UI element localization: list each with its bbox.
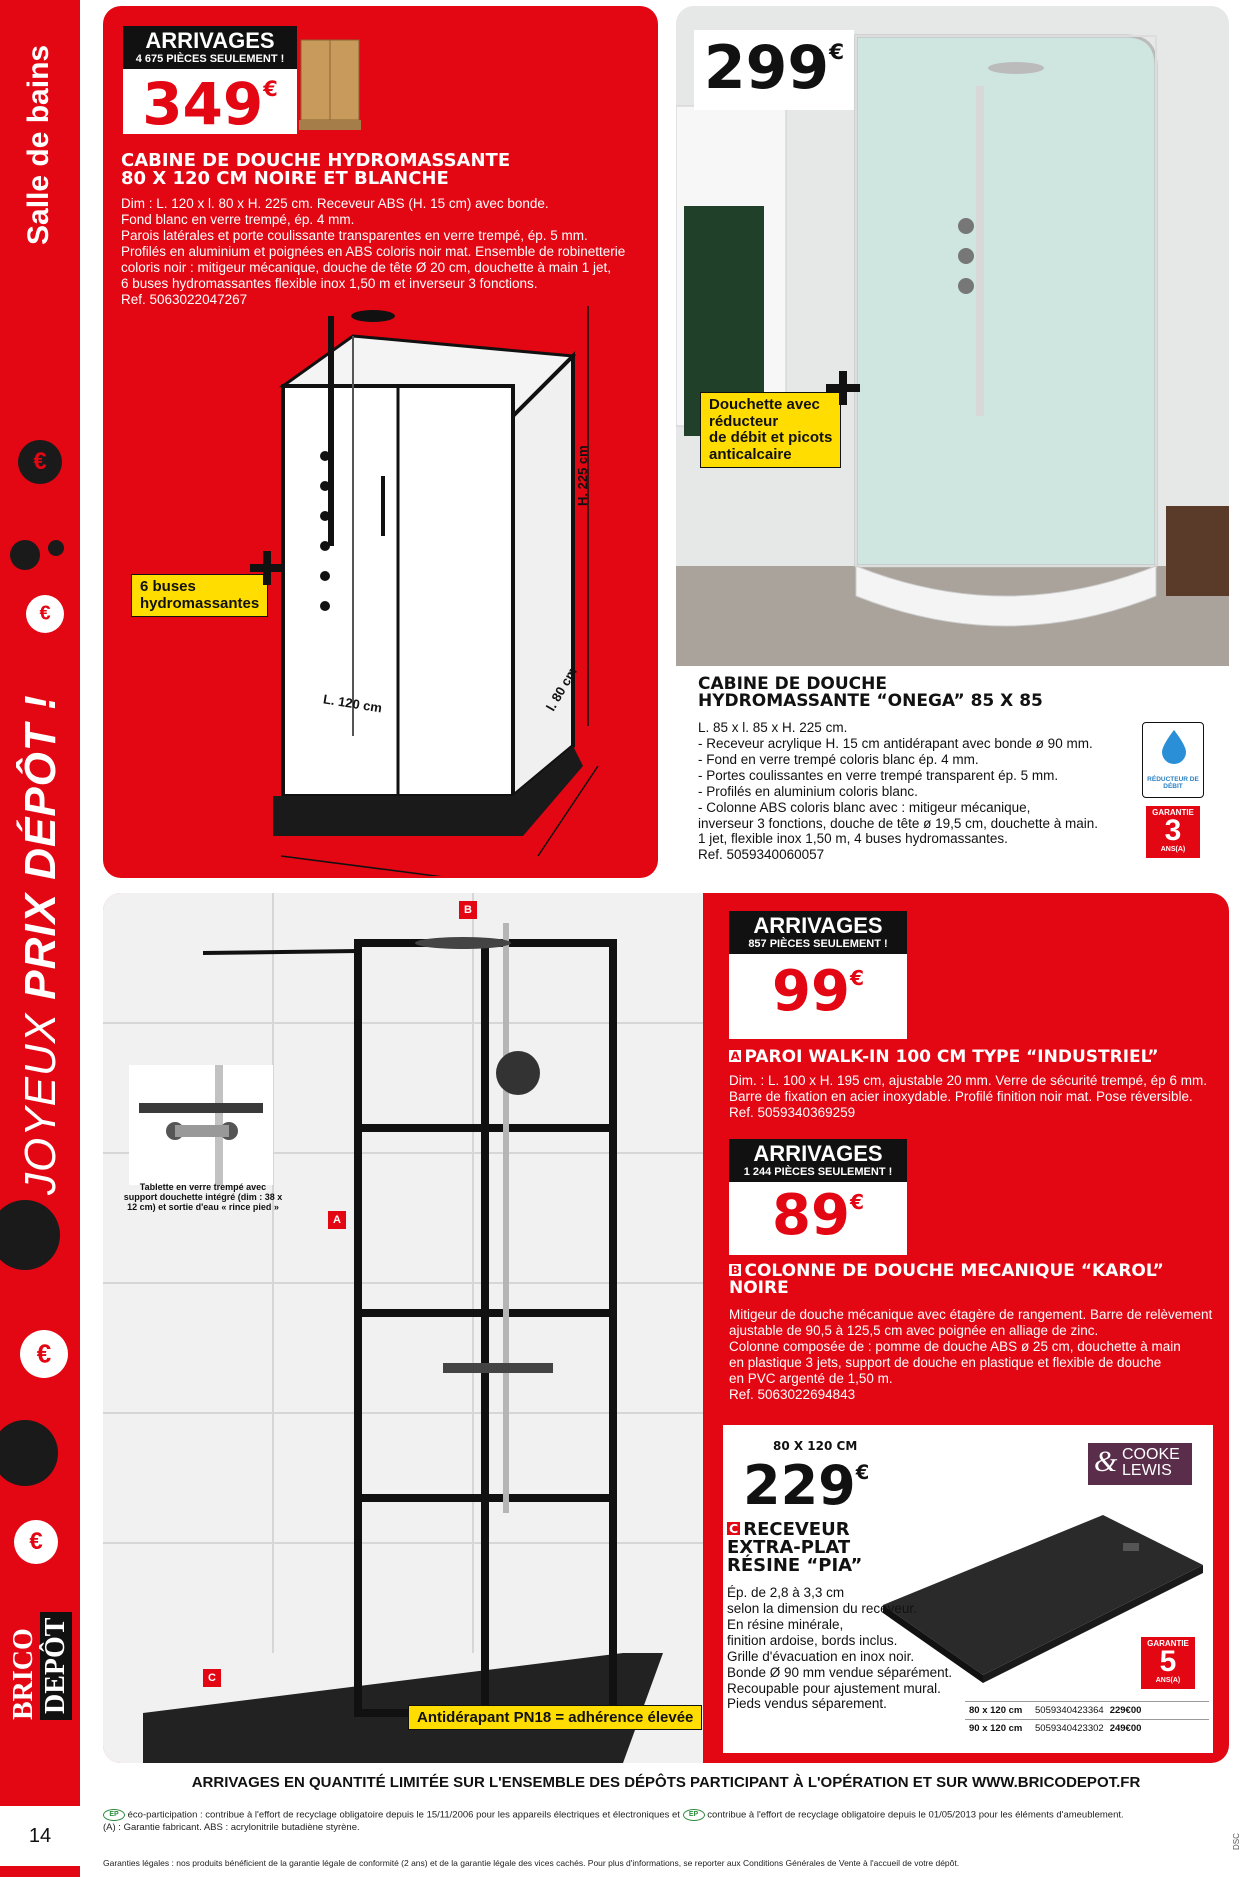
price (743, 1454, 870, 1517)
desc-line: - Receveur acrylique H. 15 cm antidérapant avec bonde ø 90 mm. (698, 735, 1093, 751)
product-panel-walkin (103, 893, 1229, 1763)
product-description (121, 196, 625, 307)
price-value: 299 (703, 33, 830, 103)
desc-line: finition ardoise, bords inclus. (727, 1632, 898, 1648)
desc-line: L. 85 x l. 85 x H. 225 cm. (698, 720, 848, 735)
tablette-detail-image (129, 1065, 273, 1185)
legal-guarantee-note: Garanties légales : nos produits bénéficient de la garantie légale de conformité (2 ans) et de la garantie légale des vices cachés. Pour plus d'informations, se reporter aux Conditions Générales de Vente à l'accueil de votre dépôt. (103, 1858, 960, 1868)
product-description (729, 1307, 1212, 1403)
product-panel-onega (676, 6, 1229, 878)
table-row (965, 1719, 1209, 1737)
flow-reducer-label: RÉDUCTEUR DE DÉBIT (1147, 776, 1199, 791)
price-value: 99 (772, 959, 850, 1024)
currency: € (855, 1461, 870, 1484)
ref-price: 229€00 (1109, 1705, 1142, 1716)
callout-line: 6 buses (140, 578, 196, 595)
title-line: HYDROMASSANTE “ONEGA” 85 X 85 (698, 691, 1043, 711)
desc-line: Colonne composée de : pomme de douche ABS ø 25 cm, douchette à main (729, 1338, 1181, 1354)
brand-bottom: DEPÔT (40, 1612, 72, 1720)
product-title (729, 1263, 1164, 1297)
title-line: CABINE DE DOUCHE HYDROMASSANTE (121, 150, 511, 171)
ref-code: 5059340423302 (1035, 1723, 1104, 1734)
ornament-ball (0, 1420, 58, 1486)
desc-line: coloris noir : mitigeur mécanique, douche de tête Ø 20 cm, douchette à main 1 jet, (121, 259, 612, 275)
ref-code: 5059340423364 (1035, 1705, 1104, 1716)
walkin-shower-photo (103, 893, 703, 1763)
price (729, 1183, 907, 1248)
receveur-card (723, 1425, 1213, 1753)
arrivals-label: ARRIVAGES (753, 913, 883, 938)
title-line: CABINE DE DOUCHE (698, 674, 888, 694)
product-title (121, 152, 510, 188)
title-line: COLONNE DE DOUCHE MECANIQUE “KAROL” (744, 1261, 1164, 1281)
price-tag (694, 30, 854, 110)
water-drop-icon (1160, 729, 1188, 765)
brand-top: BRICO (8, 1628, 39, 1720)
price-tag (729, 911, 907, 1039)
eco-text: éco-participation : contribue à l'effort de recyclage obligatoire depuis le 15/11/2006 pour les appareils électriques et électroniques et (127, 1809, 680, 1821)
ornament-ball (48, 540, 64, 556)
price-value: 349 (142, 70, 264, 138)
guarantee-label: GARANTIE (1147, 1639, 1189, 1648)
dimension-height: H. 225 cm (575, 445, 590, 506)
ornament-ball (14, 1520, 58, 1564)
title-line: 80 X 120 CM NOIRE ET BLANCHE (121, 168, 449, 189)
letter-icon: A (730, 1049, 740, 1063)
currency: € (849, 1190, 864, 1214)
desc-line: Ref. 5059340060057 (698, 847, 825, 863)
arrivals-label: ARRIVAGES (753, 1141, 883, 1166)
price (694, 33, 854, 103)
ornament-ball (26, 595, 64, 633)
desc-line: - Portes coulissantes en verre trempé transparent ép. 5 mm. (698, 767, 1059, 783)
desc-line: Recoupable pour ajustement mural. (727, 1680, 941, 1696)
desc-line: Dim. : L. 100 x H. 195 cm, ajustable 20 mm. Verre de sécurité trempé, ép 6 mm. (729, 1073, 1207, 1088)
callout-line: Douchette avec (709, 396, 820, 413)
document-code: DSC (1232, 1833, 1241, 1850)
desc-line: Bonde Ø 90 mm vendue séparément. (727, 1664, 953, 1680)
footnotes: (A) : Garantie fabricant. ABS : acrylonitrile butadiène styrène. (103, 1822, 360, 1834)
ornament-ball (10, 540, 40, 570)
desc-line: Fond blanc en verre trempé, ép. 4 mm. (121, 211, 355, 227)
desc-line: Ép. de 2,8 à 3,3 cm (727, 1585, 845, 1600)
product-title (698, 676, 1043, 710)
letter-tag-c: C (203, 1669, 221, 1687)
slogan-light: JOYEUX (16, 1012, 65, 1195)
antiderapant-callout: Antidérapant PN18 = adhérence élevée (408, 1705, 702, 1730)
reference-table (965, 1701, 1209, 1737)
product-description (698, 720, 1098, 863)
ornament-ball (0, 1200, 60, 1270)
product-panel-cabine-noire (103, 6, 658, 878)
callout-line: réducteur (709, 412, 779, 430)
desc-line: Pieds vendus séparement. (727, 1696, 887, 1712)
pieces-label: 857 PIÈCES SEULEMENT ! (748, 938, 888, 950)
guarantee-badge (1139, 1635, 1197, 1691)
guarantee-unit: ANS(A) (1155, 1676, 1181, 1684)
eco-participation-icon: EP (103, 1809, 125, 1821)
cardboard-box-image (299, 36, 361, 131)
arrivals-header (729, 1139, 907, 1182)
desc-line: 1 jet, flexible inox 1,50 m, 4 buses hydromassantes. (698, 831, 1008, 847)
desc-line: 6 buses hydromassantes flexible inox 1,50 m et inverseur 3 fonctions. (121, 275, 538, 291)
desc-line: Barre de fixation en acier inoxydable. Profilé finition noir mat. Pose réversible. (729, 1088, 1193, 1104)
table-row (965, 1701, 1209, 1719)
brand-line: LEWIS (1122, 1462, 1172, 1479)
title-line: RECEVEUR (743, 1519, 850, 1540)
letter-tag-a: A (328, 1211, 346, 1229)
product-title (727, 1521, 862, 1575)
currency: € (829, 40, 845, 65)
ornament-ball (20, 1330, 68, 1378)
desc-line: Mitigeur de douche mécanique avec étagère de rangement. Barre de relèvement (729, 1307, 1213, 1322)
desc-line: Ref. 5063022047267 (121, 291, 248, 307)
availability-banner: ARRIVAGES EN QUANTITÉ LIMITÉE SUR L'ENSEMBLE DES DÉPÔTS PARTICIPANT À L'OPÉRATION ET SUR WWW.BRICODEPOT.FR (191, 1774, 1141, 1791)
guarantee-unit: ANS(A) (1160, 845, 1186, 853)
callout-line: hydromassantes (140, 594, 260, 612)
guarantee-label: GARANTIE (1152, 808, 1194, 817)
callout-line: anticalcaire (709, 445, 792, 463)
title-line: NOIRE (729, 1278, 789, 1298)
arrivals-header (729, 911, 907, 954)
price (123, 70, 297, 138)
price-value: 229 (743, 1454, 856, 1517)
ornament-ball (18, 440, 62, 484)
desc-line: En résine minérale, (727, 1616, 844, 1632)
desc-line: Grille d'évacuation en inox noir. (727, 1648, 915, 1664)
dimension-width: l. 80 cm (543, 664, 580, 714)
ref-size: 80 x 120 cm (969, 1705, 1023, 1716)
desc-line: en plastique 3 jets, support de douche en plastique et flexible de douche (729, 1354, 1162, 1370)
price-value: 89 (772, 1183, 850, 1248)
title-line: EXTRA-PLAT (727, 1537, 851, 1558)
ampersand-icon: & (1094, 1445, 1118, 1478)
callout-buses (131, 574, 268, 617)
product-description (729, 1073, 1207, 1121)
desc-line: - Colonne ABS coloris blanc avec : mitigeur mécanique, (698, 799, 1031, 815)
slogan-bold: PRIX DÉPÔT ! (16, 694, 65, 1000)
desc-line: selon la dimension du receveur. (727, 1600, 917, 1616)
dimension-length: L. 120 cm (322, 691, 384, 716)
ref-price: 249€00 (1109, 1723, 1142, 1734)
plus-icon (826, 371, 860, 405)
desc-line: inverseur 3 fonctions, douche de tête ø 19,5 cm, douchette à main. (698, 815, 1098, 831)
product-title (729, 1049, 1159, 1066)
eco-participation-icon: EP (683, 1809, 705, 1821)
callout-douchette (700, 392, 841, 468)
callout-line: de débit et picots (709, 429, 833, 446)
euro-icon: € (33, 448, 47, 475)
section-title: Salle de bains (22, 44, 55, 245)
desc-line: Dim : L. 120 x l. 80 x H. 225 cm. Receveur ABS (H. 15 cm) avec bonde. (121, 196, 549, 211)
size-label: 80 X 120 CM (773, 1439, 858, 1453)
pieces-label: 1 244 PIÈCES SEULEMENT ! (743, 1166, 893, 1178)
cooke-lewis-logo (1088, 1443, 1192, 1485)
plus-icon (250, 551, 284, 585)
letter-tag-b: B (459, 901, 477, 919)
desc-line: Ref. 5059340369259 (729, 1104, 856, 1120)
letter-icon: C (728, 1521, 739, 1536)
euro-icon: € (29, 1528, 43, 1555)
guarantee-years: 3 (1164, 814, 1182, 847)
product-description (727, 1585, 952, 1712)
price (729, 959, 907, 1024)
slogan (16, 694, 66, 1195)
arrivals-label: ARRIVAGES (145, 28, 275, 53)
title-line: PAROI WALK-IN 100 CM TYPE “INDUSTRIEL” (744, 1047, 1159, 1067)
desc-line: - Profilés en aluminium coloris blanc. (698, 783, 918, 799)
guarantee-badge (1144, 804, 1202, 860)
price-tag (729, 1139, 907, 1255)
eco-participation-note (103, 1809, 1229, 1835)
tablette-caption: Tablette en verre trempé avec support douchette intégré (dim : 38 x 12 cm) et sortie d'eau « rince pied » (123, 1182, 283, 1212)
arrivals-header (123, 26, 297, 69)
brand-line: COOKE (1122, 1446, 1180, 1463)
desc-line: en PVC argenté de 1,50 m. (729, 1370, 893, 1386)
currency: € (849, 966, 864, 990)
ref-size: 90 x 120 cm (969, 1723, 1023, 1734)
pieces-label: 4 675 PIÈCES SEULEMENT ! (135, 53, 285, 65)
price-tag (123, 26, 297, 138)
guarantee-years: 5 (1159, 1645, 1177, 1678)
sidebar (0, 0, 80, 1877)
desc-line: Ref. 5063022694843 (729, 1386, 856, 1402)
eco-text: contribue à l'effort de recyclage obligatoire depuis le 01/05/2013 pour les éléments d'ameublement. (707, 1809, 1124, 1821)
euro-icon: € (36, 1338, 52, 1369)
currency: € (263, 77, 278, 101)
shower-cabin-illustration (253, 296, 613, 876)
brand-logo (4, 1575, 76, 1725)
letter-icon: B (730, 1263, 740, 1277)
desc-line: - Fond en verre trempé coloris blanc ép. 4 mm. (698, 751, 979, 767)
desc-line: Parois latérales et porte coulissante transparentes en verre trempé, ép. 5 mm. (121, 227, 588, 243)
desc-line: ajustable de 90,5 à 125,5 cm avec poignée en alliage de zinc. (729, 1322, 1099, 1338)
title-line: RÉSINE “PIA” (727, 1555, 863, 1576)
desc-line: Profilés en aluminium et poignées en ABS coloris noir mat. Ensemble de robinetterie (121, 243, 626, 259)
euro-icon: € (39, 602, 51, 625)
page-number: 14 (0, 1806, 80, 1866)
flow-reducer-badge (1142, 722, 1204, 798)
